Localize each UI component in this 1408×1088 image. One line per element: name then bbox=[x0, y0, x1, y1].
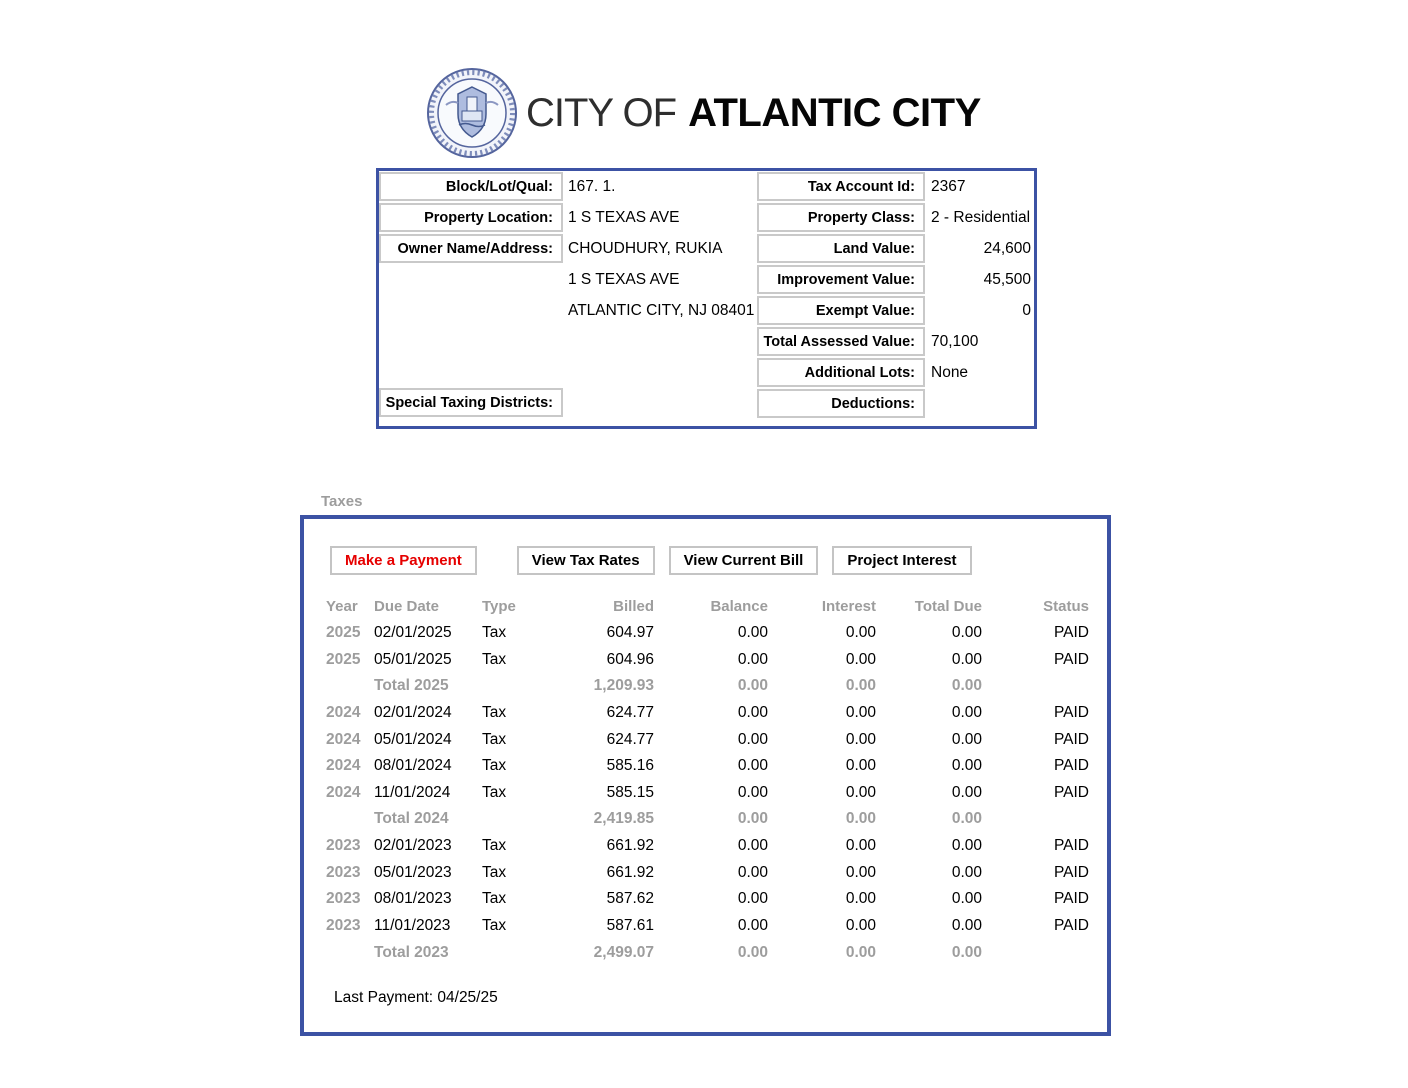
property-field-label: Owner Name/Address: bbox=[379, 234, 563, 263]
cell-year: 2023 bbox=[326, 837, 361, 855]
cell-year: 2024 bbox=[326, 730, 361, 748]
tax-table-row bbox=[304, 726, 1107, 753]
cell-total-due: 0.00 bbox=[951, 917, 982, 934]
cell-year: 2023 bbox=[326, 917, 361, 934]
taxes-button-row bbox=[330, 546, 972, 575]
property-field-value: 1 S TEXAS AVE bbox=[568, 270, 680, 288]
property-field-label: Block/Lot/Qual: bbox=[379, 172, 563, 201]
cell-interest: 0.00 bbox=[845, 650, 876, 668]
cell-balance: 0.00 bbox=[737, 623, 768, 641]
column-header-type: Type bbox=[482, 597, 516, 615]
cell-balance: 0.00 bbox=[737, 703, 768, 721]
cell-due-date: 05/01/2023 bbox=[374, 863, 452, 881]
cell-balance: 0.00 bbox=[737, 677, 768, 695]
tax-total-row bbox=[304, 806, 1107, 833]
tax-table-row bbox=[304, 859, 1107, 886]
cell-interest: 0.00 bbox=[845, 943, 876, 961]
cell-billed: 624.77 bbox=[606, 730, 654, 748]
cell-billed: 624.77 bbox=[606, 703, 654, 721]
property-field-value: 0 bbox=[1022, 301, 1031, 319]
cell-status: PAID bbox=[1053, 917, 1089, 934]
cell-billed: 2,419.85 bbox=[593, 810, 654, 828]
cell-interest: 0.00 bbox=[845, 863, 876, 881]
property-field-value: CHOUDHURY, RUKIA bbox=[568, 239, 723, 257]
cell-year: 2024 bbox=[326, 757, 361, 775]
property-field-value: 167. 1. bbox=[568, 177, 616, 195]
cell-balance: 0.00 bbox=[737, 943, 768, 961]
cell-status: PAID bbox=[1053, 650, 1089, 668]
cell-type: Tax bbox=[482, 837, 507, 855]
tax-table-row bbox=[304, 620, 1107, 647]
property-field-label: Exempt Value: bbox=[757, 296, 925, 325]
cell-balance: 0.00 bbox=[737, 917, 768, 934]
cell-billed: 1,209.93 bbox=[593, 677, 654, 695]
cell-status: PAID bbox=[1053, 703, 1089, 721]
cell-year: 2023 bbox=[326, 890, 361, 908]
cell-total-due: 0.00 bbox=[951, 810, 982, 828]
cell-status: PAID bbox=[1053, 730, 1089, 748]
cell-interest: 0.00 bbox=[845, 677, 876, 695]
cell-total-due: 0.00 bbox=[951, 650, 982, 668]
cell-due-date: 02/01/2024 bbox=[374, 703, 452, 721]
property-field-label: Land Value: bbox=[757, 234, 925, 263]
cell-type: Tax bbox=[482, 650, 507, 668]
last-payment-label: Last Payment: bbox=[334, 989, 434, 1006]
cell-balance: 0.00 bbox=[737, 783, 768, 801]
tax-table-row bbox=[304, 646, 1107, 673]
property-field-value: 45,500 bbox=[983, 270, 1031, 288]
cell-total-due: 0.00 bbox=[951, 783, 982, 801]
cell-balance: 0.00 bbox=[737, 650, 768, 668]
cell-interest: 0.00 bbox=[845, 917, 876, 934]
cell-due-date: 02/01/2023 bbox=[374, 837, 452, 855]
cell-billed: 585.15 bbox=[606, 783, 654, 801]
project-interest-button[interactable]: Project Interest bbox=[832, 546, 971, 575]
cell-balance: 0.00 bbox=[737, 730, 768, 748]
column-header-total-due: Total Due bbox=[914, 597, 982, 615]
cell-total-due: 0.00 bbox=[951, 730, 982, 748]
cell-total-due: 0.00 bbox=[951, 757, 982, 775]
cell-year: 2025 bbox=[326, 650, 361, 668]
column-header-balance: Balance bbox=[710, 597, 768, 615]
city-header bbox=[426, 66, 981, 160]
cell-status: PAID bbox=[1053, 623, 1089, 641]
column-header-due-date: Due Date bbox=[374, 597, 440, 615]
make-a-payment-button[interactable]: Make a Payment bbox=[330, 546, 477, 575]
column-header-interest: Interest bbox=[821, 597, 876, 615]
cell-type: Tax bbox=[482, 890, 507, 908]
cell-type: Tax bbox=[482, 623, 507, 641]
column-header-year: Year bbox=[326, 597, 358, 615]
cell-type: Tax bbox=[482, 783, 507, 801]
cell-balance: 0.00 bbox=[737, 757, 768, 775]
cell-billed: 587.61 bbox=[606, 917, 654, 934]
cell-billed: 2,499.07 bbox=[593, 943, 654, 961]
cell-balance: 0.00 bbox=[737, 837, 768, 855]
cell-status: PAID bbox=[1053, 837, 1089, 855]
cell-total-due: 0.00 bbox=[951, 703, 982, 721]
taxes-panel bbox=[300, 515, 1111, 1036]
cell-balance: 0.00 bbox=[737, 890, 768, 908]
tax-table-row bbox=[304, 886, 1107, 913]
cell-interest: 0.00 bbox=[845, 783, 876, 801]
last-payment-date: 04/25/25 bbox=[437, 989, 498, 1006]
property-field-label: Property Location: bbox=[379, 203, 563, 232]
view-tax-rates-button[interactable]: View Tax Rates bbox=[517, 546, 655, 575]
cell-billed: 661.92 bbox=[606, 863, 654, 881]
property-field-label: Tax Account Id: bbox=[757, 172, 925, 201]
cell-billed: 661.92 bbox=[606, 837, 654, 855]
property-info-panel bbox=[376, 168, 1037, 429]
property-field-value: 24,600 bbox=[983, 239, 1031, 257]
property-field-value: 70,100 bbox=[931, 332, 979, 350]
cell-status: PAID bbox=[1053, 783, 1089, 801]
view-current-bill-button[interactable]: View Current Bill bbox=[669, 546, 819, 575]
cell-year: 2024 bbox=[326, 703, 361, 721]
property-field-value: None bbox=[931, 363, 969, 381]
property-field-label: Improvement Value: bbox=[757, 265, 925, 294]
cell-interest: 0.00 bbox=[845, 730, 876, 748]
tax-table-row bbox=[304, 913, 1107, 940]
column-header-status: Status bbox=[1043, 597, 1089, 615]
tax-total-row bbox=[304, 939, 1107, 966]
property-field-value: 2 - Residential bbox=[931, 208, 1031, 226]
cell-due-date: 05/01/2025 bbox=[374, 650, 452, 668]
cell-type: Tax bbox=[482, 917, 507, 934]
city-title-name: ATLANTIC CITY bbox=[688, 90, 981, 135]
cell-interest: 0.00 bbox=[845, 890, 876, 908]
property-field-value: 2367 bbox=[931, 177, 966, 195]
cell-balance: 0.00 bbox=[737, 863, 768, 881]
city-title bbox=[526, 91, 981, 136]
cell-total-due: 0.00 bbox=[951, 890, 982, 908]
tax-table-row bbox=[304, 700, 1107, 727]
cell-due-date: Total 2025 bbox=[374, 677, 449, 695]
cell-billed: 585.16 bbox=[606, 757, 654, 775]
property-field-label: Total Assessed Value: bbox=[757, 327, 925, 356]
cell-due-date: 02/01/2025 bbox=[374, 623, 452, 641]
cell-total-due: 0.00 bbox=[951, 677, 982, 695]
cell-billed: 587.62 bbox=[606, 890, 654, 908]
cell-type: Tax bbox=[482, 863, 507, 881]
cell-due-date: 05/01/2024 bbox=[374, 730, 452, 748]
cell-due-date: 11/01/2024 bbox=[374, 783, 451, 801]
cell-total-due: 0.00 bbox=[951, 863, 982, 881]
cell-year: 2023 bbox=[326, 863, 361, 881]
property-field-label: Additional Lots: bbox=[757, 358, 925, 387]
cell-type: Tax bbox=[482, 730, 507, 748]
city-title-prefix: CITY OF bbox=[526, 90, 677, 135]
cell-total-due: 0.00 bbox=[951, 837, 982, 855]
property-field-label: Deductions: bbox=[757, 389, 925, 418]
cell-balance: 0.00 bbox=[737, 810, 768, 828]
cell-due-date: Total 2023 bbox=[374, 943, 449, 961]
cell-due-date: 11/01/2023 bbox=[374, 917, 451, 934]
cell-interest: 0.00 bbox=[845, 810, 876, 828]
cell-billed: 604.97 bbox=[606, 623, 654, 641]
column-header-billed: Billed bbox=[613, 597, 654, 615]
cell-total-due: 0.00 bbox=[951, 623, 982, 641]
cell-year: 2024 bbox=[326, 783, 361, 801]
cell-interest: 0.00 bbox=[845, 837, 876, 855]
cell-billed: 604.96 bbox=[606, 650, 654, 668]
cell-due-date: 08/01/2023 bbox=[374, 890, 452, 908]
cell-status: PAID bbox=[1053, 890, 1089, 908]
tax-total-row bbox=[304, 673, 1107, 700]
cell-status: PAID bbox=[1053, 757, 1089, 775]
cell-year: 2025 bbox=[326, 623, 361, 641]
tax-history-table bbox=[304, 593, 1107, 966]
cell-total-due: 0.00 bbox=[951, 943, 982, 961]
property-field-value: ATLANTIC CITY, NJ 08401 bbox=[568, 301, 755, 319]
tax-table-row bbox=[304, 779, 1107, 806]
special-taxing-districts-label: Special Taxing Districts: bbox=[379, 388, 563, 417]
property-field-value bbox=[931, 389, 1031, 418]
cell-due-date: 08/01/2024 bbox=[374, 757, 452, 775]
property-field-label: Property Class: bbox=[757, 203, 925, 232]
cell-type: Tax bbox=[482, 703, 507, 721]
last-payment bbox=[334, 989, 498, 1007]
taxes-section-label: Taxes bbox=[321, 493, 363, 510]
cell-interest: 0.00 bbox=[845, 757, 876, 775]
property-field-value: 1 S TEXAS AVE bbox=[568, 208, 680, 226]
cell-interest: 0.00 bbox=[845, 703, 876, 721]
cell-interest: 0.00 bbox=[845, 623, 876, 641]
tax-table-row bbox=[304, 753, 1107, 780]
tax-table-row bbox=[304, 833, 1107, 860]
tax-table-header-row bbox=[304, 593, 1107, 620]
cell-type: Tax bbox=[482, 757, 507, 775]
cell-status: PAID bbox=[1053, 863, 1089, 881]
city-seal-icon bbox=[426, 67, 518, 159]
cell-due-date: Total 2024 bbox=[374, 810, 449, 828]
